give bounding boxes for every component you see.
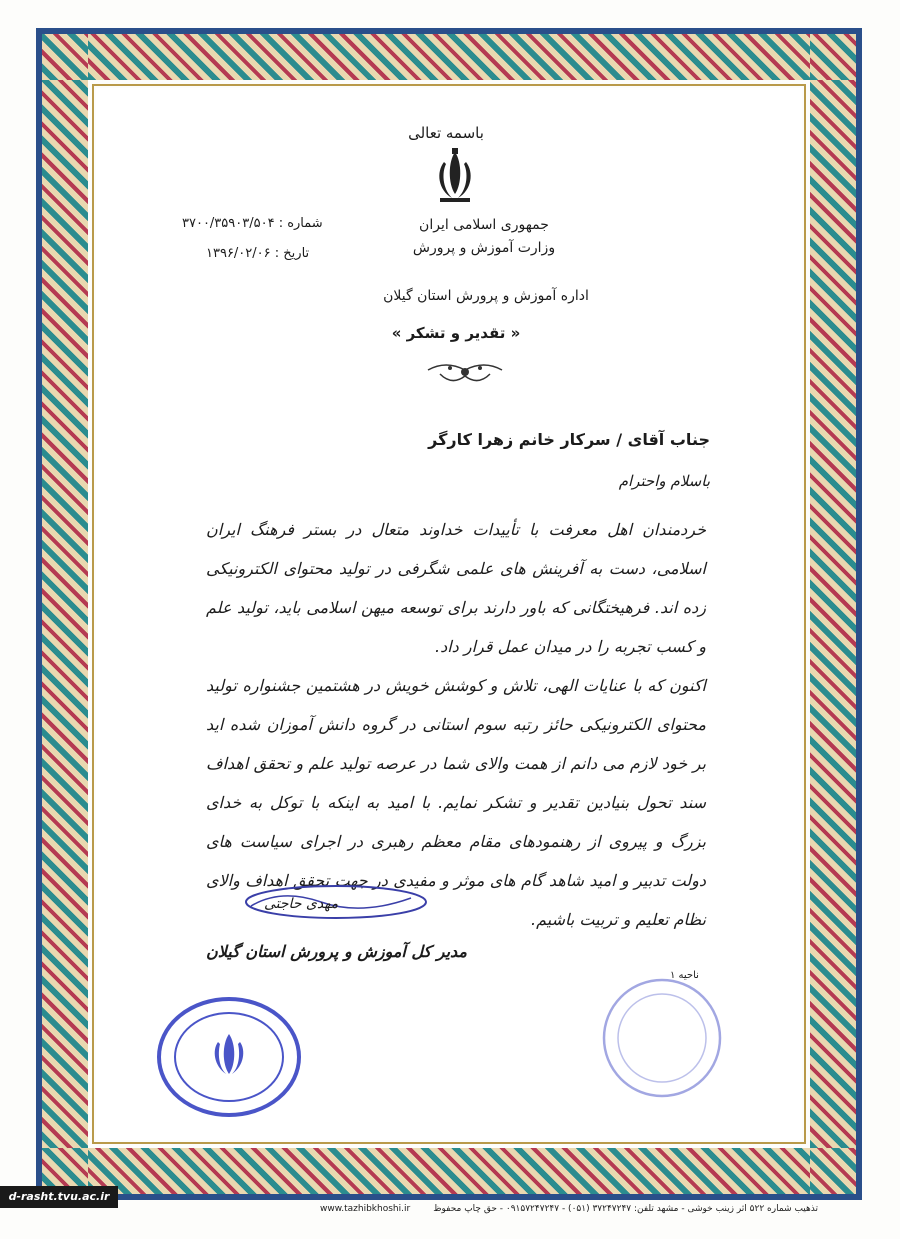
certificate-page bbox=[96, 88, 802, 1140]
corner-watermark: d-rasht.tvu.ac.ir bbox=[0, 1186, 118, 1208]
signatory-name: مهدی حاجتی bbox=[264, 896, 339, 912]
footer-url[interactable]: www.tazhibkhoshi.ir bbox=[320, 1204, 411, 1214]
letter-number bbox=[182, 216, 323, 231]
date-value: ۱۳۹۶/۰۲/۰۶ bbox=[206, 246, 271, 261]
date-label: تاریخ : bbox=[274, 246, 310, 261]
greeting: باسلام واحترام bbox=[618, 472, 710, 490]
number-value: ۳۷۰۰/۳۵۹۰۳/۵۰۴ bbox=[182, 216, 275, 231]
paragraph-2: اکنون که با عنایات الهی، تلاش و کوشش خویش در هشتمین جشنواره تولید محتوای الکترونیکی حائز رتبه سوم استانی در گروه دانش آموزان شده اید بر خود لازم می دانم از همت والای شما در عرصه تولید علم و تحقق اهداف سند تحول بنیادین تقدیر و تشکر نمایم. با امید به اینکه با توکل به خدای بزرگ و پیروی از رهنمودهای مقام معظم رهبری در اجرای سیاست های دولت تدبیر و امید شاهد گام های موثر و مفیدی در جهت تحقق اهداف والای نظام تعلیم و تربیت باشیم. bbox=[206, 676, 707, 929]
number-label: شماره : bbox=[278, 216, 323, 231]
addressee: جناب آقای / سرکار خانم زهرا کارگر bbox=[428, 430, 710, 449]
letter-body bbox=[206, 510, 706, 939]
certificate-title: « تقدیر و تشکر » bbox=[391, 324, 521, 342]
department-name: اداره آموزش و پرورش استان گیلان bbox=[383, 288, 589, 304]
district-stamp-icon bbox=[600, 976, 724, 1100]
official-stamp-icon bbox=[154, 994, 304, 1120]
paragraph-1: خردمندان اهل معرفت با تأییدات خداوند متعال در بستر فرهنگ ایران اسلامی، دست به آفرینش های علمی شگرفی در تولید محتوای الکترونیکی زده اند. فرهیختگانی که باور دارند برای توسعه میهن اسلامی باید، تولید علم و کسب تجربه را در میدان عمل قرار داد. bbox=[206, 520, 706, 656]
iran-emblem-icon bbox=[430, 148, 480, 204]
ministry-name: وزارت آموزش و پرورش bbox=[412, 240, 556, 256]
ornament-divider-icon bbox=[426, 356, 504, 388]
bismillah-heading: باسمه تعالی bbox=[408, 124, 484, 142]
footer-credit: تذهیب شماره ۵۲۲ اثر زینب خوشی - مشهد تلفن: ۳۷۲۴۷۲۴۷ (۰۵۱) - ۰۹۱۵۷۲۴۷۲۴۷ - حق چاپ محفوظ bbox=[433, 1204, 818, 1214]
signatory-title: مدیر کل آموزش و پرورش استان گیلان bbox=[206, 942, 467, 961]
district-stamp-label: ناحیه ۱ bbox=[670, 970, 699, 981]
country-name: جمهوری اسلامی ایران bbox=[419, 217, 549, 233]
letter-date bbox=[206, 246, 309, 261]
